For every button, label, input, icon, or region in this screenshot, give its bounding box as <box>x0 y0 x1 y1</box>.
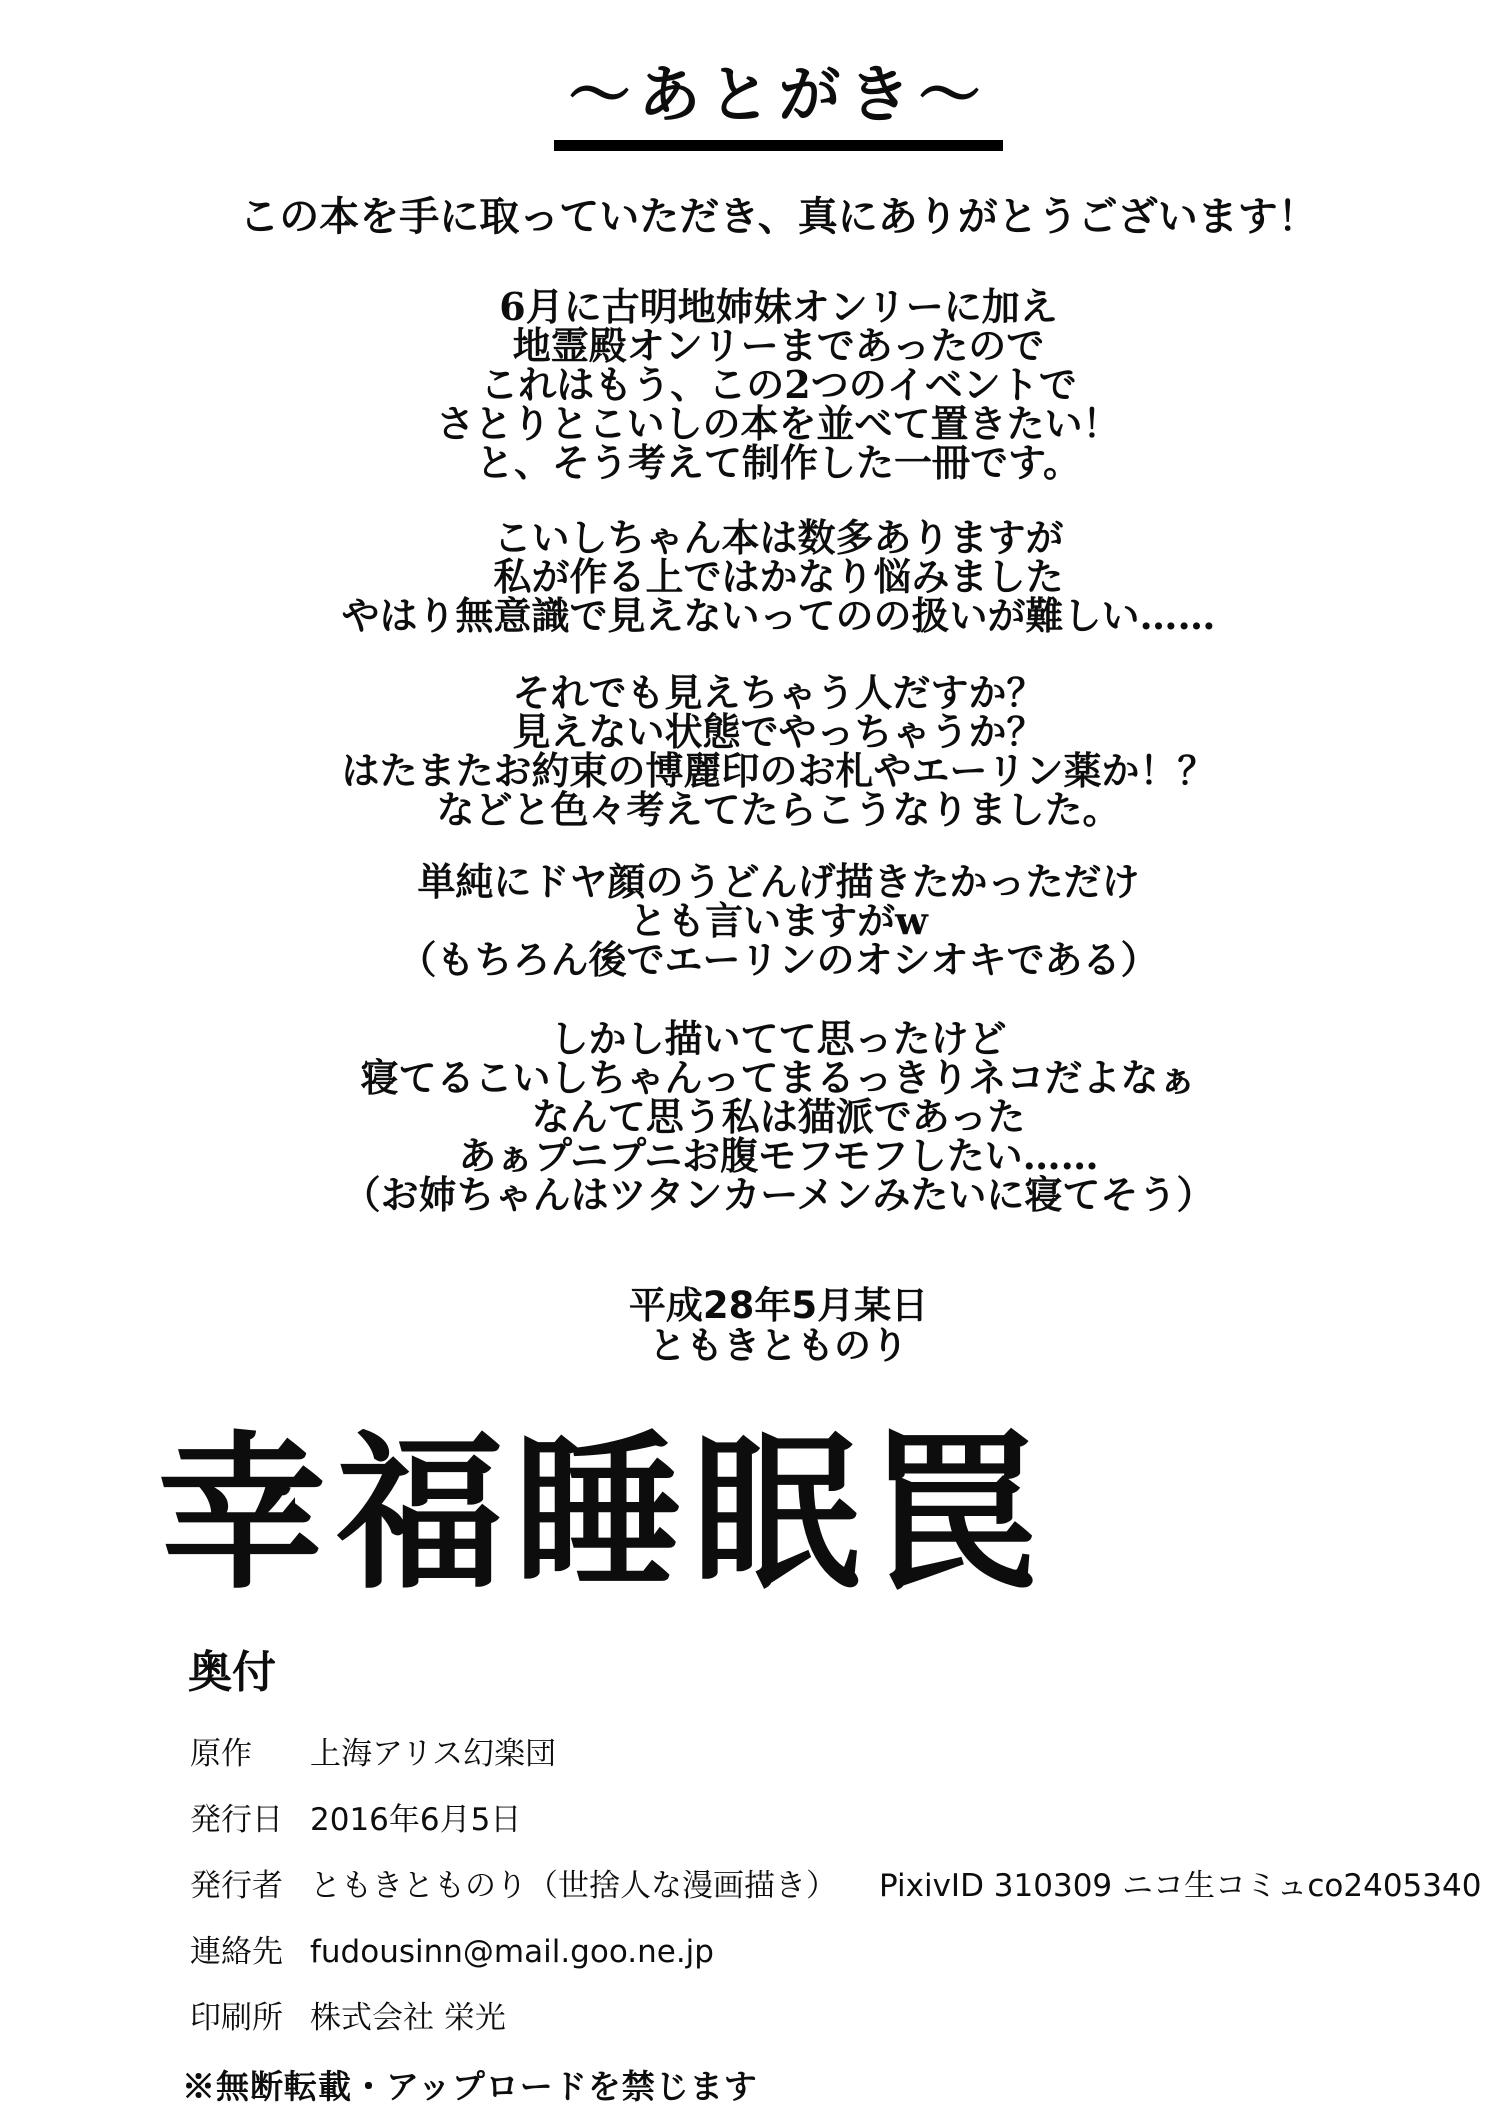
paragraph-line: と、そう考えて制作した一冊です。 <box>476 440 1081 485</box>
afterword-paragraph <box>52 859 1505 982</box>
paragraph-line: やはり無意識で見えないってのの扱いが難しい…… <box>341 593 1216 638</box>
colophon-row-contact <box>0 1926 1505 1971</box>
paragraph-line: はたまたお約束の博麗印のお札やエーリン薬か！？ <box>341 748 1216 793</box>
paragraph-line: 単純にドヤ顔のうどんげ描きたかっただけ <box>417 859 1140 904</box>
date-signature-block <box>52 1286 1505 1366</box>
author-line: ともきとものり <box>649 1324 908 1367</box>
colophon-label: 印刷所 <box>190 2000 283 2036</box>
colophon-value-email: fudousinn@mail.goo.ne.jp <box>310 1934 714 1970</box>
colophon-rows <box>0 1728 1505 2037</box>
colophon-row-publisher <box>0 1860 1505 1905</box>
paragraph-line: とも言いますがw <box>629 898 928 943</box>
colophon-value: 2016年6月5日 <box>310 1802 522 1838</box>
colophon-row-publish-date <box>0 1794 1505 1839</box>
afterword-paragraph <box>52 284 1505 485</box>
colophon-row-printer <box>0 1992 1505 2037</box>
paragraph-line: なんて思う私は猫派であった <box>531 1094 1026 1139</box>
paragraph-line: （もちろん後でエーリンのオシオキである） <box>398 937 1159 982</box>
afterword-title: ～あとがき～ <box>554 58 1002 151</box>
colophon-label: 連絡先 <box>190 1934 283 1970</box>
afterword-paragraph <box>52 1016 1505 1217</box>
paragraph-line: これはもう、この2つのイベントで <box>480 362 1077 407</box>
book-title: 幸福睡眠罠 <box>158 1416 1048 1612</box>
afterword-paragraph <box>52 670 1505 832</box>
afterword-paragraph <box>52 515 1505 638</box>
colophon-row-original-work <box>0 1728 1505 1773</box>
paragraph-line: さとりとこいしの本を並べて置きたい！ <box>436 401 1121 446</box>
colophon-heading: 奥付 <box>188 1647 276 1698</box>
colophon-value: 株式会社 栄光 <box>310 2000 506 2036</box>
afterword-title-wrap <box>52 0 1505 151</box>
paragraph-line: 寝てるこいしちゃんってまるっきりネコだよなぁ <box>360 1055 1197 1100</box>
colophon-section <box>0 1636 1505 2108</box>
paragraph-line: こいしちゃん本は数多ありますが <box>493 515 1064 560</box>
colophon-label: 原作 <box>190 1736 252 1772</box>
paragraph-line: あぁプニプニお腹モフモフしたい…… <box>458 1133 1099 1178</box>
paragraph-line: しかし描いてて思ったけど <box>550 1016 1007 1061</box>
greeting-line: この本を手に取っていただき、真にありがとうございます！ <box>239 193 1318 240</box>
paragraph-line: （お姉ちゃんはツタンカーメンみたいに寝てそう） <box>342 1172 1215 1217</box>
colophon-value: ともきとものり（世捨人な漫画描き） <box>310 1868 837 1904</box>
paragraph-line: などと色々考えてたらこうなりました。 <box>436 787 1121 832</box>
colophon-label: 発行日 <box>190 1802 283 1838</box>
colophon-label: 発行者 <box>190 1868 283 1904</box>
paragraph-line: 6月に古明地姉妹オンリーに加え <box>499 284 1058 329</box>
colophon-value-ids: PixivID 310309 ニコ生コミュco2405340 <box>879 1868 1482 1904</box>
paragraph-line: それでも見えちゃう人だすか？ <box>512 670 1045 715</box>
paragraph-line: 地霊殿オンリーまであったので <box>512 323 1045 368</box>
date-line: 平成28年5月某日 <box>628 1284 929 1327</box>
no-reproduction-notice: ※無断転載・アップロードを禁じます <box>182 2067 758 2106</box>
colophon-value: 上海アリス幻楽団 <box>310 1736 557 1772</box>
paragraph-line: 私が作る上ではかなり悩みました <box>493 554 1064 599</box>
paragraph-line: 見えない状態でやっちゃうか？ <box>512 709 1045 754</box>
